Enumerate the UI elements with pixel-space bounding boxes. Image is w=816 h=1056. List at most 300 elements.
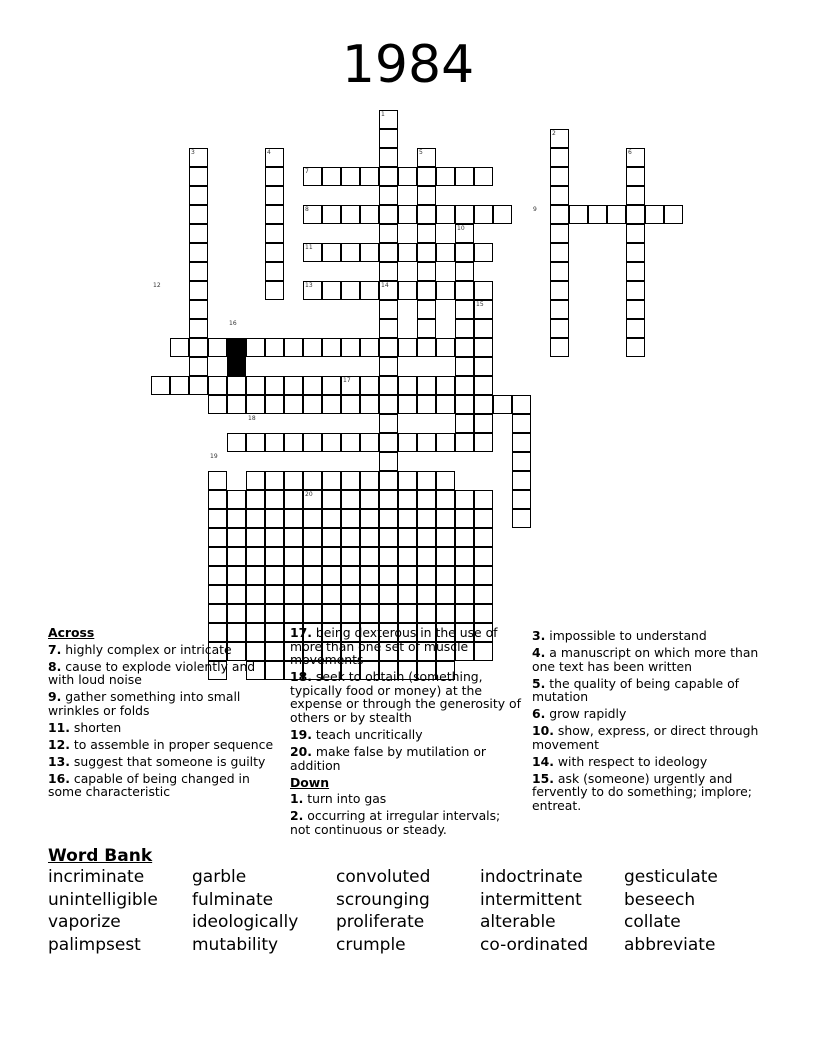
grid-cell[interactable]	[550, 224, 569, 243]
grid-cell[interactable]	[284, 471, 303, 490]
grid-cell[interactable]	[417, 490, 436, 509]
grid-cell[interactable]	[284, 376, 303, 395]
grid-cell[interactable]	[360, 205, 379, 224]
clue-number: 13	[305, 282, 313, 289]
grid-cell[interactable]	[284, 566, 303, 585]
word-bank-word: palimpsest	[48, 934, 141, 955]
grid-cell[interactable]	[626, 319, 645, 338]
grid-cell[interactable]	[379, 547, 398, 566]
grid-cell[interactable]	[322, 243, 341, 262]
grid-cell[interactable]	[398, 471, 417, 490]
grid-cell[interactable]	[417, 338, 436, 357]
grid-cell[interactable]	[341, 547, 360, 566]
grid-cell[interactable]	[436, 490, 455, 509]
grid-cell[interactable]	[341, 509, 360, 528]
grid-cell[interactable]	[227, 528, 246, 547]
grid-cell[interactable]	[379, 205, 398, 224]
grid-cell[interactable]	[550, 205, 569, 224]
clue-text: suggest that someone is guilty	[73, 753, 266, 769]
grid-cell[interactable]	[379, 186, 398, 205]
grid-cell[interactable]	[265, 243, 284, 262]
grid-cell[interactable]	[208, 528, 227, 547]
grid-cell[interactable]	[246, 471, 265, 490]
grid-cell[interactable]	[360, 547, 379, 566]
grid-cell[interactable]	[360, 338, 379, 357]
grid-cell[interactable]	[379, 148, 398, 167]
grid-cell[interactable]	[265, 186, 284, 205]
grid-cell[interactable]	[379, 490, 398, 509]
grid-cell[interactable]	[436, 471, 455, 490]
grid-cell[interactable]	[284, 604, 303, 623]
grid-cell[interactable]	[474, 319, 493, 338]
grid-cell[interactable]	[436, 585, 455, 604]
grid-cell[interactable]	[474, 585, 493, 604]
grid-cell[interactable]	[512, 471, 531, 490]
grid-cell[interactable]	[417, 243, 436, 262]
grid-cell[interactable]	[189, 243, 208, 262]
grid-cell[interactable]	[398, 395, 417, 414]
grid-cell[interactable]	[322, 509, 341, 528]
grid-cell[interactable]	[265, 376, 284, 395]
grid-cell[interactable]	[303, 509, 322, 528]
grid-cell[interactable]	[284, 490, 303, 509]
grid-cell[interactable]	[265, 471, 284, 490]
grid-cell[interactable]	[265, 547, 284, 566]
grid-cell[interactable]	[341, 528, 360, 547]
grid-cell[interactable]	[379, 357, 398, 376]
grid-cell[interactable]	[398, 243, 417, 262]
grid-cell[interactable]	[398, 604, 417, 623]
grid-cell[interactable]	[626, 262, 645, 281]
grid-cell[interactable]	[265, 205, 284, 224]
grid-cell[interactable]	[208, 604, 227, 623]
grid-cell[interactable]	[265, 338, 284, 357]
grid-cell[interactable]	[303, 585, 322, 604]
grid-cell[interactable]	[379, 129, 398, 148]
grid-cell[interactable]	[227, 604, 246, 623]
grid-cell[interactable]	[246, 528, 265, 547]
grid-cell[interactable]	[626, 167, 645, 186]
grid-cell[interactable]	[189, 186, 208, 205]
grid-cell[interactable]	[398, 281, 417, 300]
grid-cell[interactable]	[189, 262, 208, 281]
grid-cell[interactable]	[303, 566, 322, 585]
grid-cell[interactable]	[360, 281, 379, 300]
grid-cell[interactable]	[436, 566, 455, 585]
grid-cell[interactable]	[379, 566, 398, 585]
grid-cell[interactable]	[455, 357, 474, 376]
grid-cell[interactable]	[455, 300, 474, 319]
grid-cell[interactable]	[265, 224, 284, 243]
grid-cell[interactable]	[474, 566, 493, 585]
grid-cell[interactable]	[189, 224, 208, 243]
grid-cell[interactable]	[208, 566, 227, 585]
grid-cell[interactable]	[550, 167, 569, 186]
clue-number: 17	[343, 377, 351, 384]
grid-cell[interactable]	[455, 509, 474, 528]
grid-cell[interactable]	[322, 566, 341, 585]
grid-cell[interactable]	[474, 509, 493, 528]
grid-cell[interactable]	[189, 319, 208, 338]
grid-cell[interactable]	[455, 262, 474, 281]
grid-cell[interactable]	[512, 395, 531, 414]
grid-cell[interactable]	[417, 566, 436, 585]
grid-cell[interactable]	[455, 281, 474, 300]
grid-cell[interactable]	[265, 566, 284, 585]
grid-cell[interactable]	[569, 205, 588, 224]
grid-cell[interactable]	[322, 281, 341, 300]
grid-cell[interactable]	[379, 509, 398, 528]
grid-cell[interactable]	[265, 167, 284, 186]
grid-cell[interactable]	[455, 414, 474, 433]
grid-cell[interactable]	[265, 490, 284, 509]
grid-cell[interactable]	[417, 433, 436, 452]
grid-cell[interactable]	[322, 205, 341, 224]
grid-cell[interactable]	[436, 528, 455, 547]
grid-cell[interactable]	[436, 281, 455, 300]
grid-cell[interactable]	[474, 376, 493, 395]
grid-cell[interactable]	[512, 509, 531, 528]
grid-cell[interactable]	[474, 395, 493, 414]
grid-cell[interactable]	[322, 167, 341, 186]
grid-cell[interactable]	[474, 528, 493, 547]
grid-cell[interactable]	[455, 395, 474, 414]
grid-cell[interactable]	[360, 585, 379, 604]
grid-cell[interactable]	[455, 338, 474, 357]
grid-cell[interactable]	[379, 376, 398, 395]
grid-cell[interactable]	[436, 433, 455, 452]
grid-cell[interactable]	[265, 281, 284, 300]
grid-cell[interactable]	[341, 205, 360, 224]
grid-cell[interactable]	[379, 319, 398, 338]
grid-cell[interactable]	[626, 224, 645, 243]
grid-cell[interactable]	[474, 281, 493, 300]
grid-cell[interactable]	[227, 395, 246, 414]
grid-cell[interactable]	[626, 186, 645, 205]
grid-cell[interactable]	[246, 566, 265, 585]
grid-cell[interactable]	[607, 205, 626, 224]
grid-cell[interactable]	[455, 243, 474, 262]
grid-cell[interactable]	[455, 319, 474, 338]
grid-cell[interactable]	[227, 585, 246, 604]
grid-cell[interactable]	[455, 433, 474, 452]
grid-cell[interactable]	[360, 490, 379, 509]
grid-cell[interactable]	[189, 205, 208, 224]
grid-cell[interactable]	[322, 585, 341, 604]
grid-cell[interactable]	[474, 547, 493, 566]
grid-cell[interactable]	[189, 167, 208, 186]
grid-cell[interactable]	[398, 547, 417, 566]
grid-cell[interactable]	[417, 186, 436, 205]
grid-cell[interactable]	[322, 604, 341, 623]
grid-cell[interactable]	[436, 243, 455, 262]
grid-cell[interactable]	[436, 509, 455, 528]
grid-cell[interactable]	[227, 509, 246, 528]
grid-cell[interactable]	[398, 376, 417, 395]
grid-cell[interactable]	[664, 205, 683, 224]
grid-cell[interactable]	[398, 566, 417, 585]
grid-cell[interactable]	[588, 205, 607, 224]
grid-cell[interactable]	[303, 376, 322, 395]
grid-cell[interactable]	[455, 547, 474, 566]
grid-cell[interactable]	[455, 376, 474, 395]
grid-cell[interactable]	[379, 452, 398, 471]
grid-cell[interactable]	[265, 262, 284, 281]
grid-cell[interactable]	[550, 262, 569, 281]
grid-cell[interactable]	[626, 281, 645, 300]
grid-cell[interactable]	[417, 167, 436, 186]
grid-cell[interactable]	[284, 395, 303, 414]
grid-cell[interactable]	[417, 205, 436, 224]
grid-cell[interactable]	[417, 604, 436, 623]
grid-cell[interactable]	[398, 433, 417, 452]
grid-cell[interactable]	[322, 528, 341, 547]
grid-cell[interactable]	[265, 528, 284, 547]
grid-cell[interactable]	[360, 471, 379, 490]
down-clue	[532, 772, 772, 813]
grid-cell[interactable]	[265, 585, 284, 604]
grid-cell[interactable]	[436, 604, 455, 623]
grid-cell[interactable]	[189, 281, 208, 300]
grid-cell[interactable]	[246, 433, 265, 452]
grid-cell[interactable]	[341, 338, 360, 357]
grid-cell[interactable]	[379, 243, 398, 262]
grid-cell[interactable]	[474, 205, 493, 224]
clue-text: grow rapidly	[549, 706, 627, 722]
grid-cell[interactable]	[455, 528, 474, 547]
grid-cell[interactable]	[436, 338, 455, 357]
grid-cell[interactable]	[626, 243, 645, 262]
grid-cell[interactable]	[341, 585, 360, 604]
grid-cell[interactable]	[208, 547, 227, 566]
clue-text: being dexterous in the use of more than one set of muscle movements	[290, 625, 498, 668]
grid-cell[interactable]	[360, 376, 379, 395]
grid-cell[interactable]	[341, 281, 360, 300]
grid-cell[interactable]	[550, 186, 569, 205]
grid-cell[interactable]	[341, 167, 360, 186]
grid-cell[interactable]	[379, 528, 398, 547]
grid-cell[interactable]	[455, 205, 474, 224]
grid-cell[interactable]	[284, 338, 303, 357]
grid-cell[interactable]	[360, 433, 379, 452]
grid-cell[interactable]	[303, 395, 322, 414]
grid-cell[interactable]	[265, 509, 284, 528]
grid-cell[interactable]	[246, 509, 265, 528]
grid-cell[interactable]	[284, 528, 303, 547]
grid-cell[interactable]	[379, 167, 398, 186]
grid-cell[interactable]	[398, 490, 417, 509]
grid-cell[interactable]	[398, 205, 417, 224]
grid-cell[interactable]	[455, 585, 474, 604]
grid-cell[interactable]	[322, 490, 341, 509]
grid-cell[interactable]	[246, 395, 265, 414]
grid-cell[interactable]	[208, 490, 227, 509]
grid-cell[interactable]	[417, 395, 436, 414]
grid-cell[interactable]	[151, 376, 170, 395]
grid-cell[interactable]	[417, 300, 436, 319]
grid-cell[interactable]	[645, 205, 664, 224]
grid-cell[interactable]	[550, 300, 569, 319]
grid-cell[interactable]	[550, 243, 569, 262]
grid-cell[interactable]	[436, 167, 455, 186]
grid-cell[interactable]	[246, 338, 265, 357]
grid-cell[interactable]	[322, 376, 341, 395]
grid-cell[interactable]	[417, 262, 436, 281]
grid-cell[interactable]	[360, 243, 379, 262]
grid-cell[interactable]	[322, 395, 341, 414]
grid-cell[interactable]	[398, 585, 417, 604]
grid-cell[interactable]	[170, 376, 189, 395]
grid-cell[interactable]	[550, 338, 569, 357]
grid-cell[interactable]	[360, 509, 379, 528]
grid-cell[interactable]	[246, 490, 265, 509]
grid-cell[interactable]	[474, 604, 493, 623]
grid-cell[interactable]	[189, 376, 208, 395]
grid-cell[interactable]	[379, 395, 398, 414]
grid-cell[interactable]	[265, 433, 284, 452]
grid-cell[interactable]	[379, 300, 398, 319]
grid-cell[interactable]	[303, 471, 322, 490]
grid-cell[interactable]	[341, 395, 360, 414]
grid-cell[interactable]	[417, 281, 436, 300]
clue-number: 18	[248, 415, 256, 422]
grid-cell[interactable]	[474, 357, 493, 376]
clue-number-label: 6.	[532, 706, 546, 722]
grid-cell[interactable]	[379, 604, 398, 623]
grid-cell[interactable]	[208, 509, 227, 528]
grid-cell[interactable]	[189, 338, 208, 357]
grid-cell[interactable]	[379, 471, 398, 490]
grid-cell[interactable]	[417, 471, 436, 490]
grid-cell[interactable]	[512, 452, 531, 471]
grid-cell[interactable]	[227, 433, 246, 452]
grid-cell[interactable]	[626, 205, 645, 224]
grid-cell[interactable]	[208, 585, 227, 604]
grid-cell[interactable]	[455, 490, 474, 509]
grid-cell[interactable]	[284, 547, 303, 566]
grid-cell[interactable]	[208, 395, 227, 414]
grid-cell[interactable]	[322, 547, 341, 566]
grid-cell[interactable]	[227, 376, 246, 395]
grid-cell[interactable]	[227, 547, 246, 566]
grid-cell[interactable]	[208, 471, 227, 490]
grid-cell[interactable]	[512, 433, 531, 452]
grid-cell[interactable]	[493, 395, 512, 414]
grid-cell[interactable]	[417, 376, 436, 395]
grid-cell[interactable]	[246, 604, 265, 623]
grid-cell[interactable]	[417, 509, 436, 528]
grid-cell[interactable]	[417, 585, 436, 604]
grid-cell[interactable]	[550, 319, 569, 338]
grid-cell[interactable]	[341, 490, 360, 509]
grid-cell[interactable]	[474, 243, 493, 262]
grid-cell[interactable]	[360, 528, 379, 547]
grid-cell[interactable]	[265, 395, 284, 414]
grid-cell[interactable]	[550, 281, 569, 300]
grid-cell[interactable]	[208, 376, 227, 395]
grid-cell[interactable]	[455, 566, 474, 585]
grid-cell[interactable]	[512, 414, 531, 433]
grid-cell[interactable]	[303, 604, 322, 623]
grid-cell[interactable]	[360, 395, 379, 414]
grid-cell[interactable]	[493, 205, 512, 224]
grid-cell[interactable]	[550, 148, 569, 167]
grid-cell[interactable]	[379, 262, 398, 281]
grid-cell[interactable]	[341, 566, 360, 585]
grid-cell[interactable]	[398, 338, 417, 357]
grid-cell[interactable]	[379, 338, 398, 357]
grid-cell[interactable]	[474, 490, 493, 509]
grid-cell[interactable]	[455, 167, 474, 186]
grid-cell[interactable]	[303, 338, 322, 357]
grid-cell[interactable]	[284, 433, 303, 452]
grid-cell[interactable]	[417, 528, 436, 547]
grid-cell[interactable]	[189, 300, 208, 319]
grid-cell[interactable]	[398, 509, 417, 528]
grid-cell[interactable]	[398, 167, 417, 186]
grid-cell[interactable]	[208, 338, 227, 357]
grid-cell[interactable]	[341, 604, 360, 623]
grid-cell[interactable]	[474, 433, 493, 452]
grid-cell[interactable]	[227, 490, 246, 509]
grid-cell[interactable]	[512, 490, 531, 509]
grid-cell[interactable]	[246, 376, 265, 395]
grid-cell[interactable]	[303, 547, 322, 566]
grid-cell[interactable]	[417, 224, 436, 243]
clue-number-label: 3.	[532, 628, 546, 643]
grid-cell[interactable]	[322, 338, 341, 357]
word-bank-word: ideologically	[192, 912, 299, 933]
clue-text: highly complex or intricate	[65, 641, 232, 657]
grid-cell[interactable]	[398, 528, 417, 547]
grid-cell[interactable]	[455, 604, 474, 623]
grid-cell[interactable]	[360, 604, 379, 623]
grid-cell[interactable]	[303, 433, 322, 452]
grid-cell[interactable]	[379, 585, 398, 604]
grid-cell[interactable]	[436, 205, 455, 224]
grid-cell[interactable]	[341, 471, 360, 490]
grid-cell[interactable]	[417, 547, 436, 566]
grid-cell[interactable]	[379, 224, 398, 243]
grid-cell[interactable]	[170, 338, 189, 357]
grid-cell[interactable]	[284, 509, 303, 528]
grid-cell[interactable]	[626, 300, 645, 319]
grid-cell[interactable]	[246, 547, 265, 566]
grid-cell[interactable]	[265, 604, 284, 623]
grid-cell[interactable]	[474, 338, 493, 357]
grid-cell[interactable]	[341, 433, 360, 452]
grid-cell[interactable]	[436, 395, 455, 414]
grid-cell[interactable]	[360, 566, 379, 585]
grid-cell[interactable]	[189, 357, 208, 376]
grid-cell[interactable]	[360, 167, 379, 186]
grid-cell[interactable]	[322, 433, 341, 452]
grid-cell[interactable]	[626, 338, 645, 357]
grid-cell[interactable]	[227, 566, 246, 585]
grid-cell[interactable]	[379, 414, 398, 433]
grid-cell[interactable]	[417, 319, 436, 338]
grid-cell[interactable]	[303, 528, 322, 547]
grid-cell[interactable]	[436, 376, 455, 395]
grid-cell[interactable]	[379, 433, 398, 452]
grid-cell[interactable]	[474, 167, 493, 186]
grid-cell[interactable]	[474, 414, 493, 433]
grid-cell[interactable]	[246, 585, 265, 604]
grid-cell[interactable]	[284, 585, 303, 604]
grid-cell[interactable]	[322, 471, 341, 490]
grid-cell[interactable]	[436, 547, 455, 566]
grid-cell[interactable]	[341, 243, 360, 262]
